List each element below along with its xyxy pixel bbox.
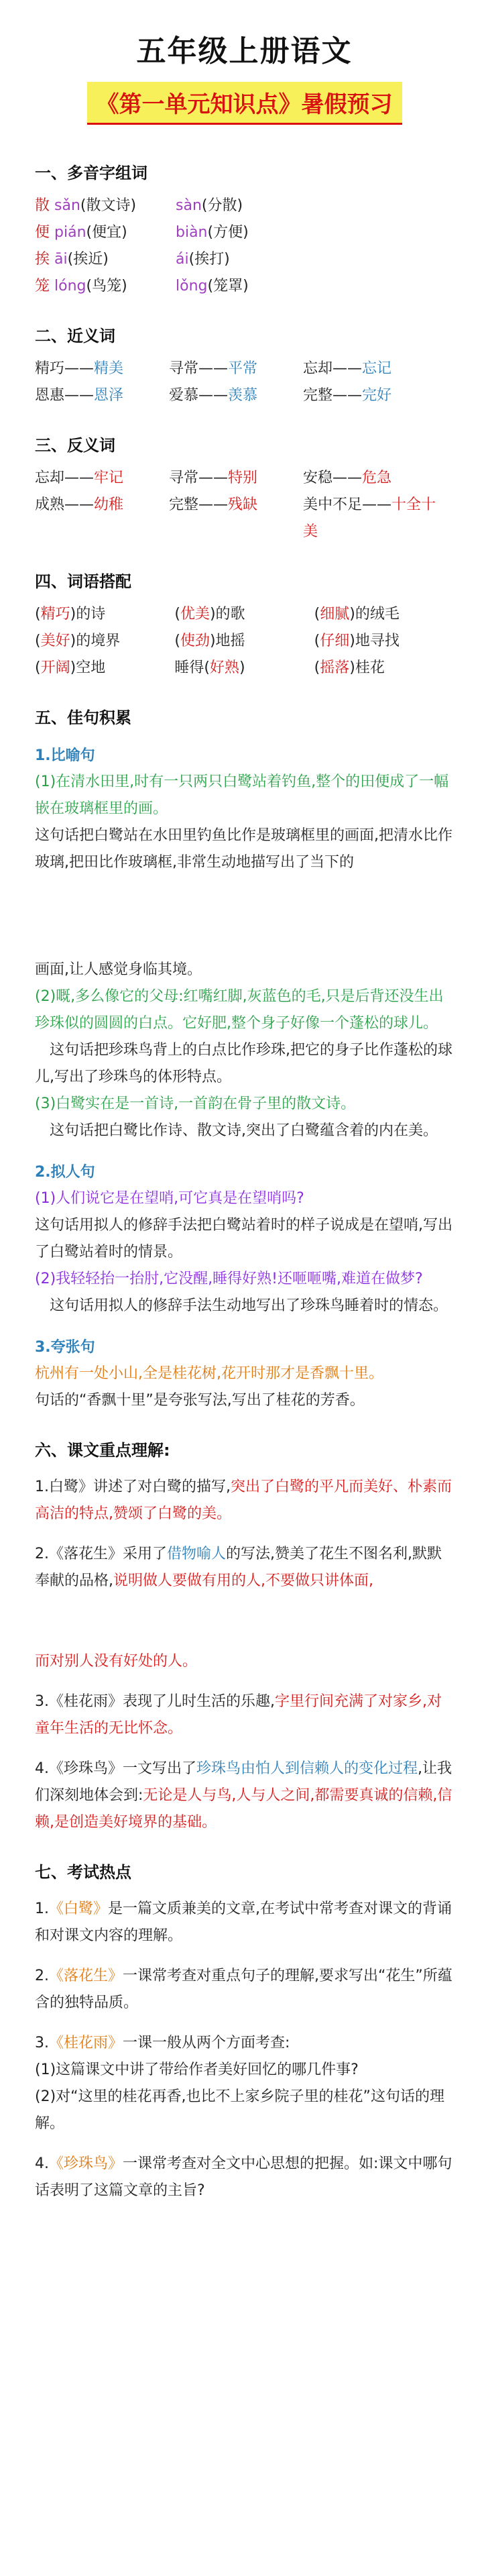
pinyin: pián	[54, 224, 86, 241]
word-pair: 寻常——平常	[169, 360, 258, 377]
example-word: (鸟笼)	[86, 278, 127, 294]
word-pair: 完整——残缺	[169, 496, 258, 513]
pinyin: āi	[54, 251, 68, 268]
explanation: 这句话把珍珠鸟背上的白点比作珍珠,把它的身子比作蓬松的球儿,写出了珍珠鸟的体形特点。	[35, 1042, 453, 1085]
key-point-item: 2.《落花生》采用了借物喻人的写法,赞美了花生不图名利,默默奉献的品格,说明做人要做有用的人,不要做只讲体面, 而对别人没有好处的人。	[35, 1546, 442, 1670]
subheading-personification: 2.拟人句	[35, 1164, 95, 1181]
collocation: (仔细)地寻找	[314, 633, 400, 649]
word-pair: 安稳——危急	[303, 470, 392, 486]
example-word: (便宜)	[86, 224, 127, 241]
explanation: 这句话把白鹭站在水田里钓鱼比作是玻璃框里的画面,把清水比作玻璃,把田比作玻璃框,非常生动地描写出了当下的	[35, 827, 453, 871]
page-subtitle: 《第一单元知识点》暑假预习	[87, 82, 402, 125]
polyphone-row	[35, 273, 454, 300]
synonym-row	[35, 356, 454, 382]
example-word: (散文诗)	[80, 197, 137, 214]
word-pair: 忘却——忘记	[303, 360, 392, 377]
example-word: (挨近)	[67, 251, 109, 268]
collocation: (精巧)的诗	[35, 606, 106, 623]
polyphone-list	[35, 193, 454, 300]
polyphone-row	[35, 193, 454, 219]
example-word: (方便)	[207, 224, 249, 241]
exam-item: 4.《珍珠鸟》一课常考查对全文中心思想的把握。如:课文中哪句话表明了这篇文章的主旨?	[35, 2155, 453, 2199]
example-sentence: (1)人们说它是在望哨,可它真是在望哨吗?	[35, 1190, 304, 1207]
exam-item: 2.《落花生》一课常考查对重点句子的理解,要求写出“花生”所蕴含的独特品质。	[35, 1968, 453, 2011]
section-heading-sentences: 五、佳句积累	[35, 708, 131, 727]
key-point-item: 3.《桂花雨》表现了儿时生活的乐趣,字里行间充满了对家乡,对童年生活的无比怀念。	[35, 1693, 442, 1737]
antonym-list	[35, 465, 454, 545]
collocation-list	[35, 601, 454, 682]
collocation: (优美)的歌	[174, 606, 245, 623]
section-heading-collocations: 四、词语搭配	[35, 572, 131, 591]
pinyin: ái	[176, 251, 189, 268]
collocation: (摇落)桂花	[314, 659, 385, 676]
example-sentence: 杭州有一处小山,全是桂花树,花开时那才是香飘十里。	[35, 1365, 383, 1382]
section-heading-exam-hotspots: 七、考试热点	[35, 1863, 131, 1882]
explanation: 这句话用拟人的修辞手法生动地写出了珍珠鸟睡着时的情态。	[50, 1297, 448, 1314]
key-point-item: 4.《珍珠鸟》一文写出了珍珠鸟由怕人到信赖人的变化过程,让我们深刻地体会到:无论是人与鸟,人与人之间,都需要真诚的信赖,信赖,是创造美好境界的基础。	[35, 1760, 453, 1831]
example-word: (分散)	[201, 197, 243, 214]
example-sentence: (3)白鹭实在是一首诗,一首韵在骨子里的散文诗。	[35, 1095, 356, 1112]
collocation: (开阔)空地	[35, 659, 106, 676]
synonym-row	[35, 382, 454, 409]
example-sentence: (1)在清水田里,时有一只两只白鹭站着钓鱼,整个的田便成了一幅嵌在玻璃框里的画。	[35, 773, 449, 817]
polyphone-char: 挨	[35, 251, 50, 268]
collocation-row	[35, 601, 454, 628]
word-pair: 成熟——幼稚	[35, 496, 124, 513]
explanation-continued: 画面,让人感觉身临其境。	[35, 961, 202, 978]
exam-item: 3.《桂花雨》一课一般从两个方面考查: (1)这篇课文中讲了带给作者美好回忆的哪几件事? (2)对“这里的桂花再香,也比不上家乡院子里的桂花”这句话的理解。	[35, 2035, 444, 2132]
exam-item: 1.《白鹭》是一篇文质兼美的文章,在考试中常考查对课文的背诵和对课文内容的理解。	[35, 1900, 453, 1944]
word-pair: 忘却——牢记	[35, 470, 124, 486]
collocation: 睡得(好熟)	[174, 659, 245, 676]
collocation-row	[35, 628, 454, 655]
polyphone-row	[35, 219, 454, 246]
subheading-hyperbole: 3.夸张句	[35, 1339, 95, 1356]
explanation: 这句话用拟人的修辞手法把白鹭站着时的样子说成是在望哨,写出了白鹭站着时的情景。	[35, 1217, 453, 1260]
word-pair: 美中不足——十全十美	[303, 496, 436, 540]
section-heading-synonyms: 二、近义词	[35, 327, 115, 345]
collocation: (使劲)地摇	[174, 633, 245, 649]
collocation: (细腻)的绒毛	[314, 606, 400, 623]
word-pair: 完整——完好	[303, 387, 392, 404]
collocation-row	[35, 655, 454, 682]
word-pair: 寻常——特别	[169, 470, 258, 486]
antonym-row	[35, 492, 454, 545]
collocation: (美好)的境界	[35, 633, 121, 649]
antonym-row	[35, 465, 454, 492]
word-pair: 爱慕——羡慕	[169, 387, 258, 404]
word-pair: 精巧——精美	[35, 360, 124, 377]
synonym-list	[35, 356, 454, 409]
polyphone-char: 散	[35, 197, 50, 214]
subheading-metaphor: 1.比喻句	[35, 747, 95, 764]
polyphone-row	[35, 246, 454, 273]
pinyin: lóng	[54, 278, 86, 294]
page-title: 五年级上册语文	[136, 34, 353, 68]
example-sentence: (2)我轻轻抬一抬肘,它没醒,睡得好熟!还咂咂嘴,难道在做梦?	[35, 1271, 423, 1287]
pinyin: lǒng	[176, 278, 208, 294]
example-word: (挨打)	[188, 251, 230, 268]
explanation: 这句话把白鹭比作诗、散文诗,突出了白鹭蕴含着的内在美。	[50, 1122, 438, 1139]
pinyin: biàn	[176, 224, 208, 241]
subtitle-wrap	[35, 82, 454, 125]
example-word: (笼罩)	[207, 278, 249, 294]
pinyin: sàn	[176, 197, 202, 214]
section-heading-polyphones: 一、多音字组词	[35, 164, 147, 182]
polyphone-char: 便	[35, 224, 50, 241]
section-heading-antonyms: 三、反义词	[35, 436, 115, 455]
example-sentence: (2)嘅,多么像它的父母:红嘴红脚,灰蓝色的毛,只是后背还没生出珍珠似的圆圆的白点。它好肥,整个身子好像一个蓬松的球儿。	[35, 988, 444, 1032]
explanation: 句话的“香飘十里”是夸张写法,写出了桂花的芳香。	[35, 1392, 365, 1409]
word-pair: 恩惠——恩泽	[35, 387, 124, 404]
section-heading-key-points: 六、课文重点理解:	[35, 1441, 170, 1460]
key-point-item: 1.白鹭》讲述了对白鹭的描写,突出了白鹭的平凡而美好、朴素而高洁的特点,赞颂了白鹭的美。	[35, 1479, 452, 1522]
pinyin: sǎn	[54, 197, 80, 214]
polyphone-char: 笼	[35, 278, 50, 294]
